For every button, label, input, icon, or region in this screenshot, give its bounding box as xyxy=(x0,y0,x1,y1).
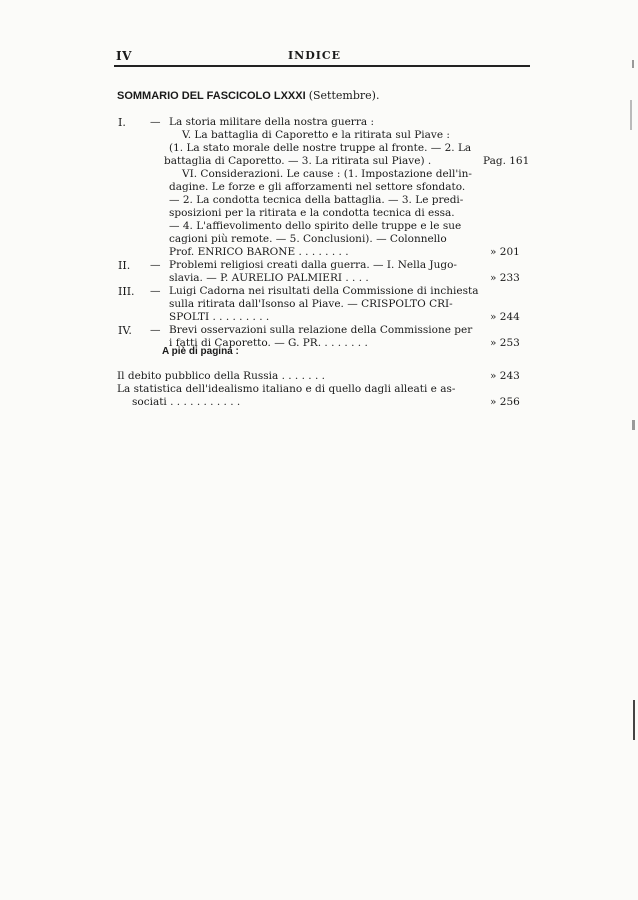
scan-mark xyxy=(632,60,634,68)
summary-heading xyxy=(117,89,379,102)
scan-mark xyxy=(632,420,635,430)
entry-number: III. xyxy=(118,285,135,298)
page-reference: » 201 xyxy=(490,246,520,258)
entry-line: Brevi osservazioni sulla relazione della Commissione per xyxy=(169,324,473,336)
entry-line: sulla ritirata dall'Isonso al Piave. — CRISPOLTO CRI- xyxy=(169,298,453,310)
entry-line: V. La battaglia di Caporetto e la ritirata sul Piave : xyxy=(182,129,450,141)
page-reference: » 256 xyxy=(490,396,520,408)
page-reference: » 233 xyxy=(490,272,520,284)
page-reference: » 244 xyxy=(490,311,520,323)
footnotes-heading: A piè di pagina : xyxy=(162,346,239,357)
page-reference: » 253 xyxy=(490,337,520,349)
header-rule xyxy=(114,65,530,67)
page-reference: Pag. 161 xyxy=(483,155,530,167)
entry-line: i fatti di Caporetto. — G. PR. . . . . . . . xyxy=(169,337,368,349)
entry-number: IV. xyxy=(118,324,132,337)
entry-number: II. xyxy=(118,259,131,272)
entry-line: Prof. ENRICO BARONE . . . . . . . . xyxy=(169,246,349,258)
page-reference: » 243 xyxy=(490,370,520,382)
entry-line: VI. Considerazioni. Le cause : (1. Impostazione dell'in- xyxy=(182,168,472,180)
entry-line: Problemi religiosi creati dalla guerra. — I. Nella Jugo- xyxy=(169,259,457,271)
page-title: INDICE xyxy=(288,49,342,62)
entry-line: (1. La stato morale delle nostre truppe al fronte. — 2. La xyxy=(169,142,472,154)
entry-number: I. xyxy=(118,116,126,129)
entry-line: slavia. — P. AURELIO PALMIERI . . . . xyxy=(169,272,369,284)
entry-dash: — xyxy=(150,285,161,297)
entry-line: dagine. Le forze e gli afforzamenti nel settore sfondato. xyxy=(169,181,466,193)
entry-line: La storia militare della nostra guerra : xyxy=(169,116,374,128)
summary-heading-text: SOMMARIO DEL FASCICOLO LXXXI xyxy=(117,90,306,102)
entry-line: — 4. L'affievolimento dello spirito delle truppe e le sue xyxy=(169,220,462,232)
scan-mark xyxy=(633,700,635,740)
footnote-item: Il debito pubblico della Russia . . . . . . . xyxy=(117,370,325,382)
entry-dash: — xyxy=(150,324,161,336)
entry-line: battaglia di Caporetto. — 3. La ritirata sul Piave) . xyxy=(164,155,432,167)
page-number: IV xyxy=(116,49,132,63)
entry-dash: — xyxy=(150,259,161,271)
entry-line: sposizioni per la ritirata e la condotta tecnica di essa. xyxy=(169,207,455,219)
entry-line: SPOLTI . . . . . . . . . xyxy=(169,311,270,323)
entry-dash: — xyxy=(150,116,161,128)
footnote-item: La statistica dell'idealismo italiano e di quello dagli alleati e as- xyxy=(117,383,456,395)
summary-heading-month: (Settembre). xyxy=(308,89,380,102)
entry-line: cagioni più remote. — 5. Conclusioni). — Colonnello xyxy=(169,233,447,245)
entry-line: Luigi Cadorna nei risultati della Commissione di inchiesta xyxy=(169,285,479,297)
scan-mark xyxy=(630,100,632,130)
entry-line: — 2. La condotta tecnica della battaglia. — 3. Le predi- xyxy=(169,194,464,206)
footnote-item: sociati . . . . . . . . . . . xyxy=(132,396,241,408)
